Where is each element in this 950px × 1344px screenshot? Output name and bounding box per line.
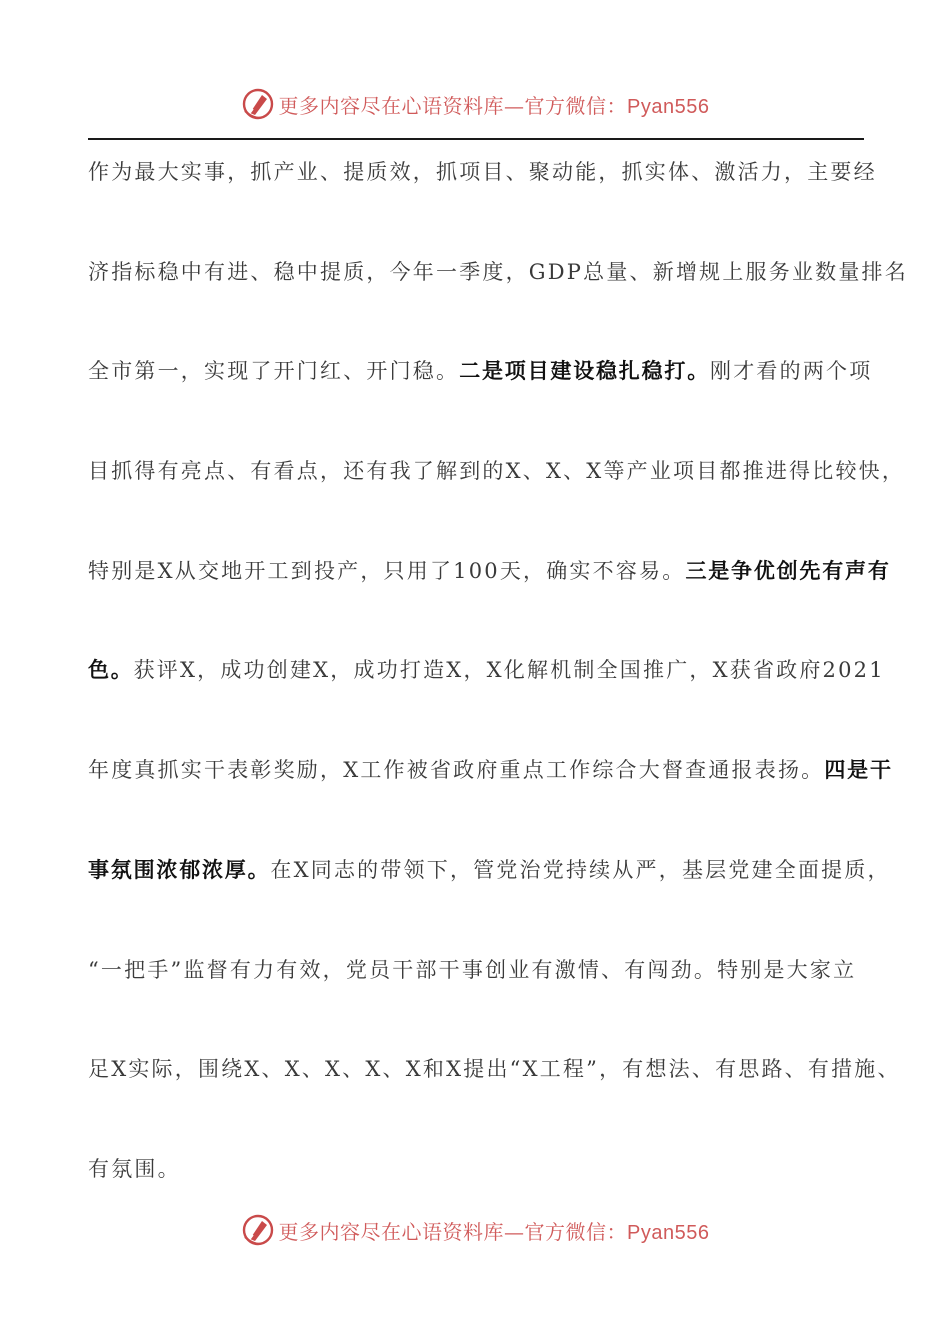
pen-nib-icon: [241, 87, 275, 121]
body-line-6-text-b: 获评X，成功创建X，成功打造X，X化解机制全国推广，X获省政府2021: [133, 658, 885, 683]
body-line-3: [88, 346, 873, 446]
body-line-7-text-a: 年度真抓实干表彰奖励，X工作被省政府重点工作综合大督查通报表扬。: [88, 758, 825, 783]
body-line-1: 作为最大实事，抓产业、提质效，抓项目、聚动能，抓实体、激活力，主要经: [88, 160, 877, 184]
body-line-5-text-a: 特别是X从交地开工到投产，只用了100天，确实不容易。: [88, 558, 686, 583]
body-line-10: 足X实际，围绕X、X、X、X、X和X提出“X工程”，有想法、有思路、有措施、: [88, 1057, 901, 1082]
footer-banner-main: 更多内容尽在心语资料库—官方微信：: [278, 1219, 628, 1244]
body-line-9: “一把手”监督有力有效，党员干部干事创业有激情、有闯劲。特别是大家立: [88, 957, 857, 982]
body-line-4: 目抓得有亮点、有看点，还有我了解到的X、X、X等产业项目都推进得比较快，: [88, 459, 906, 484]
heading-excellence-cont: 色。: [88, 657, 134, 683]
header-divider: [88, 138, 864, 140]
heading-project-construction: 二是项目建设稳扎稳打。: [459, 358, 711, 384]
body-line-3-text-a: 全市第一，实现了开门红、开门稳。: [88, 359, 460, 384]
body-line-2: 济指标稳中有进、稳中提质，今年一季度，GDP总量、新增规上服务业数量排名: [88, 259, 908, 284]
body-line-5: [88, 546, 891, 646]
heading-atmosphere-cont: 事氛围浓郁浓厚。: [88, 856, 271, 882]
header-banner: [0, 84, 950, 124]
body-line-6: [88, 645, 885, 745]
footer-banner-text: [279, 1216, 710, 1245]
heading-atmosphere: 四是干: [824, 757, 893, 783]
body-line-3-text-c: 刚才看的两个项: [710, 359, 873, 384]
body-line-11: 有氛围。: [88, 1156, 181, 1181]
pen-nib-icon: [241, 1213, 275, 1247]
footer-wechat-id: Pyan556: [627, 1221, 710, 1244]
header-banner-main: 更多内容尽在心语资料库—官方微信：: [278, 93, 628, 118]
document-body: [88, 147, 908, 1244]
body-line-8-text-b: 在X同志的带领下，管党治党持续从严，基层党建全面提质，: [270, 857, 891, 882]
heading-excellence: 三是争优创先有声有: [685, 557, 891, 583]
header-banner-text: [279, 90, 710, 119]
header-wechat-id: Pyan556: [627, 95, 710, 118]
footer-banner: [0, 1210, 950, 1250]
body-line-8: [88, 845, 891, 945]
body-line-7: [88, 745, 893, 845]
